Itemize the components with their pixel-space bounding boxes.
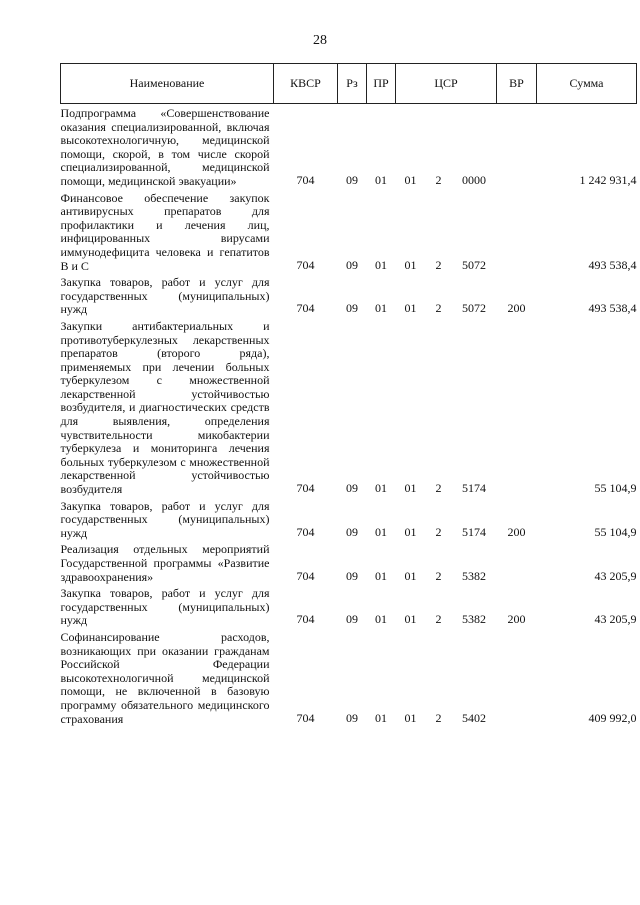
cell-pr: 01 — [375, 481, 387, 496]
header-pr: ПР — [367, 64, 396, 104]
cell-name: Закупка товаров, работ и услуг для государственных (муниципальных) нужд — [60, 586, 270, 628]
table-row — [61, 584, 637, 628]
cell-name: Софинансирование расходов, возникающих при оказании гражданам Российской Федерации высокотехнологичной медицинской помощи, не включенной в базовую программу обязательного медицинского страхования — [60, 629, 270, 726]
cell-csr-program: 01 — [404, 612, 417, 627]
cell-csr-subprogram: 2 — [435, 172, 442, 187]
cell-sum: 409 992,0 — [588, 710, 637, 725]
cell-name: Финансовое обеспечение закупок антивирусных препаратов для профилактики и лечения лиц, инфицированных вирусами иммунодефицита человека и гепатитов В и С — [60, 190, 270, 273]
cell-vr: 200 — [507, 524, 526, 539]
header-csr: ЦСР — [396, 64, 497, 104]
cell-rz: 09 — [346, 710, 358, 725]
page-number: 28 — [313, 33, 327, 48]
cell-csr-direction: 0000 — [462, 172, 486, 187]
cell-name: Закупка товаров, работ и услуг для государственных (муниципальных) нужд — [60, 275, 270, 317]
cell-name: Закупка товаров, работ и услуг для государственных (муниципальных) нужд — [60, 498, 270, 540]
cell-rz: 09 — [346, 481, 358, 496]
cell-name: Закупки антибактериальных и противотуберкулезных лекарственных препаратов (второго ряда), применяемых при лечении больных туберкулезом с множественной лекарственной устойчивостью возбудителя, и диагностических средств для выявления, определения чувствительности микобактерии туберкулеза и мониторинга лечения больных туберкулезом с множественной лекарственной устойчивостью возбудителя — [60, 318, 270, 497]
cell-vr — [497, 540, 537, 584]
cell-pr: 01 — [375, 257, 387, 272]
cell-csr-direction: 5174 — [462, 481, 486, 496]
cell-rz: 09 — [346, 301, 358, 316]
cell-sum: 493 538,4 — [588, 301, 637, 316]
table-row — [61, 189, 637, 274]
table-row — [61, 104, 637, 189]
budget-table — [60, 63, 637, 726]
cell-kvsr: 704 — [296, 301, 315, 316]
cell-csr-direction: 5174 — [462, 524, 486, 539]
table-row — [61, 273, 637, 317]
cell-csr-subprogram: 2 — [435, 568, 442, 583]
table-body — [61, 104, 637, 727]
table-row — [61, 540, 637, 584]
cell-pr: 01 — [375, 172, 387, 187]
cell-pr: 01 — [375, 568, 387, 583]
header-sum: Сумма — [537, 64, 637, 104]
cell-kvsr: 704 — [296, 172, 315, 187]
cell-csr-subprogram: 2 — [435, 524, 442, 539]
cell-name: Реализация отдельных мероприятий Государственной программы «Развитие здравоохранения» — [60, 542, 270, 584]
cell-kvsr: 704 — [296, 257, 315, 272]
header-vr: ВР — [497, 64, 537, 104]
cell-kvsr: 704 — [296, 524, 315, 539]
cell-rz: 09 — [346, 612, 358, 627]
cell-vr — [497, 628, 537, 726]
cell-name: Подпрограмма «Совершенствование оказания специализированной, включая высокотехнологичную, медицинской помощи, скорой, в том числе скорой специализированной, медицинской помощи, медицинской эвакуации» — [60, 106, 270, 188]
cell-csr-program: 01 — [404, 301, 417, 316]
cell-vr — [497, 189, 537, 274]
cell-csr-subprogram: 2 — [435, 257, 442, 272]
cell-vr: 200 — [507, 301, 526, 316]
cell-csr-program: 01 — [404, 481, 417, 496]
cell-sum: 43 205,9 — [594, 612, 637, 627]
cell-csr-subprogram: 2 — [435, 301, 442, 316]
cell-vr — [497, 104, 537, 189]
cell-pr: 01 — [375, 301, 387, 316]
cell-rz: 09 — [346, 524, 358, 539]
cell-sum: 493 538,4 — [588, 257, 637, 272]
table-row — [61, 628, 637, 726]
cell-sum: 55 104,9 — [594, 524, 637, 539]
cell-kvsr: 704 — [296, 612, 315, 627]
table-row — [61, 497, 637, 541]
cell-csr-program: 01 — [404, 524, 417, 539]
header-kvsr: КВСР — [274, 64, 338, 104]
cell-kvsr: 704 — [296, 481, 315, 496]
cell-kvsr: 704 — [296, 568, 315, 583]
cell-csr-program: 01 — [404, 172, 417, 187]
cell-csr-direction: 5382 — [462, 612, 486, 627]
cell-vr: 200 — [507, 612, 526, 627]
table-row — [61, 317, 637, 497]
cell-csr-direction: 5402 — [462, 710, 486, 725]
cell-csr-direction: 5072 — [462, 301, 486, 316]
cell-rz: 09 — [346, 568, 358, 583]
cell-sum: 55 104,9 — [594, 481, 637, 496]
cell-pr: 01 — [375, 524, 387, 539]
cell-pr: 01 — [375, 612, 387, 627]
cell-csr-program: 01 — [404, 710, 417, 725]
header-rz: Рз — [338, 64, 367, 104]
cell-csr-program: 01 — [404, 568, 417, 583]
cell-pr: 01 — [375, 710, 387, 725]
cell-rz: 09 — [346, 172, 358, 187]
cell-csr-subprogram: 2 — [435, 710, 442, 725]
header-name: Наименование — [61, 64, 274, 104]
cell-csr-subprogram: 2 — [435, 481, 442, 496]
cell-sum: 43 205,9 — [594, 568, 637, 583]
cell-csr-direction: 5382 — [462, 568, 486, 583]
cell-rz: 09 — [346, 257, 358, 272]
cell-csr-subprogram: 2 — [435, 612, 442, 627]
cell-vr — [497, 317, 537, 497]
table-header — [61, 64, 637, 104]
cell-csr-program: 01 — [404, 257, 417, 272]
cell-sum: 1 242 931,4 — [579, 172, 637, 187]
cell-kvsr: 704 — [296, 710, 315, 725]
cell-csr-direction: 5072 — [462, 257, 486, 272]
